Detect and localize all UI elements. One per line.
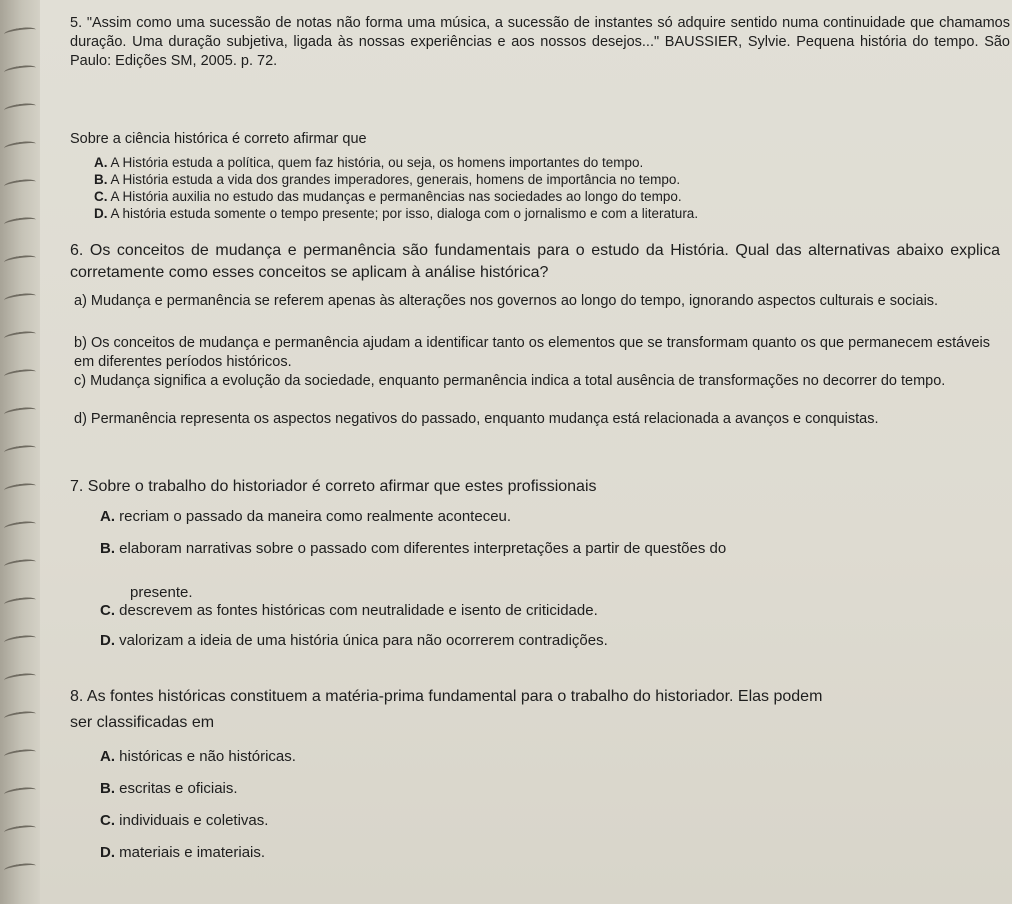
option-letter: D.	[94, 206, 108, 221]
option-text: materiais e imateriais.	[119, 844, 266, 861]
option-letter: A.	[100, 748, 115, 765]
option-text: históricas e não históricas.	[119, 748, 296, 765]
q5-option-b[interactable]	[94, 172, 680, 187]
spiral-ring	[4, 330, 37, 342]
notebook-spiral-binding	[0, 0, 40, 904]
q6-option-c[interactable]: c) Mudança significa a evolução da sociedade, enquanto permanência indica a total ausência de transformações no decorrer do tempo.	[74, 373, 946, 389]
spiral-ring	[4, 444, 37, 456]
spiral-ring	[4, 748, 37, 760]
option-text: A história estuda somente o tempo presente; por isso, dialoga com o jornalismo e com a literatura.	[110, 206, 699, 221]
option-letter: B.	[100, 780, 115, 797]
q7-option-a[interactable]	[100, 508, 511, 525]
spiral-ring	[4, 368, 37, 380]
q8-stem-line-1: 8. As fontes históricas constituem a matéria-prima fundamental para o trabalho do historiador. Elas podem	[70, 688, 823, 705]
option-text: escritas e oficiais.	[119, 780, 238, 797]
option-letter: D.	[100, 632, 115, 649]
spiral-ring	[4, 710, 37, 722]
q6-option-d[interactable]: d) Permanência representa os aspectos negativos do passado, enquanto mudança está relacionada a avanços e conquistas.	[74, 411, 879, 427]
q5-option-a[interactable]	[94, 155, 643, 170]
q8-option-a[interactable]	[100, 748, 296, 765]
q8-stem-line-2: ser classificadas em	[70, 714, 215, 731]
option-letter: D.	[100, 844, 115, 861]
spiral-ring	[4, 824, 37, 836]
exam-page	[40, 0, 1012, 904]
spiral-ring	[4, 482, 37, 494]
option-letter: B.	[100, 540, 115, 557]
option-letter: A.	[94, 155, 108, 170]
q5-option-c[interactable]	[94, 189, 682, 204]
spiral-ring	[4, 520, 37, 532]
spiral-ring	[4, 178, 37, 190]
spiral-ring	[4, 596, 37, 608]
spiral-ring	[4, 26, 37, 38]
spiral-ring	[4, 102, 37, 114]
q5-stem: Sobre a ciência histórica é correto afirmar que	[70, 131, 367, 147]
q6-option-a[interactable]: a) Mudança e permanência se referem apenas às alterações nos governos ao longo do tempo, ignorando aspectos culturais e sociais.	[74, 293, 939, 309]
option-text: recriam o passado da maneira como realmente aconteceu.	[119, 508, 512, 525]
option-text: A História estuda a vida dos grandes imperadores, generais, homens de importância no tempo.	[110, 172, 681, 187]
q5-option-d[interactable]	[94, 206, 698, 221]
q7-option-b[interactable]	[100, 540, 726, 557]
spiral-ring	[4, 634, 37, 646]
spiral-ring	[4, 140, 37, 152]
q7-option-c[interactable]	[100, 602, 598, 619]
option-letter: C.	[94, 189, 108, 204]
spiral-ring	[4, 254, 37, 266]
q6-option-b[interactable]: b) Os conceitos de mudança e permanência ajudam a identificar tanto os elementos que se transformam quanto os que permanecem estáveis em diferentes períodos históricos.	[74, 335, 990, 370]
option-text: elaboram narrativas sobre o passado com diferentes interpretações a partir de questões do	[119, 540, 727, 557]
q8-option-d[interactable]	[100, 844, 265, 861]
spiral-ring	[4, 292, 37, 304]
q8-option-b[interactable]	[100, 780, 238, 797]
spiral-ring	[4, 406, 37, 418]
spiral-ring	[4, 216, 37, 228]
option-text: A História auxilia no estudo das mudanças e permanências nas sociedades ao longo do tempo.	[110, 189, 682, 204]
q5-quote: 5. "Assim como uma sucessão de notas não forma uma música, a sucessão de instantes só adquire sentido numa continuidade que chamamos duração. Uma duração subjetiva, ligada às nossas experiências e aos nossos desejos..." BAUSSIER, Sylvie. Pequena história do tempo. São Paulo: Edições SM, 2005. p. 72.	[70, 15, 1010, 69]
q7-option-b-continuation: presente.	[130, 584, 193, 601]
option-text: A História estuda a política, quem faz história, ou seja, os homens importantes do tempo.	[110, 155, 644, 170]
spiral-ring	[4, 672, 37, 684]
spiral-ring	[4, 786, 37, 798]
option-letter: C.	[100, 812, 115, 829]
option-text: individuais e coletivas.	[119, 812, 269, 829]
option-text: valorizam a ideia de uma história única para não ocorrerem contradições.	[119, 632, 608, 649]
option-letter: A.	[100, 508, 115, 525]
option-letter: C.	[100, 602, 115, 619]
spiral-ring	[4, 558, 37, 570]
q8-option-c[interactable]	[100, 812, 268, 829]
spiral-ring	[4, 64, 37, 76]
option-text: descrevem as fontes históricas com neutralidade e isento de criticidade.	[119, 602, 598, 619]
spiral-ring	[4, 862, 37, 874]
q7-stem: 7. Sobre o trabalho do historiador é correto afirmar que estes profissionais	[70, 478, 597, 495]
q7-option-d[interactable]	[100, 632, 608, 649]
q6-stem: 6. Os conceitos de mudança e permanência são fundamentais para o estudo da História. Qual das alternativas abaixo explica corretamente como esses conceitos se aplicam à análise histórica?	[70, 242, 1000, 281]
option-letter: B.	[94, 172, 108, 187]
